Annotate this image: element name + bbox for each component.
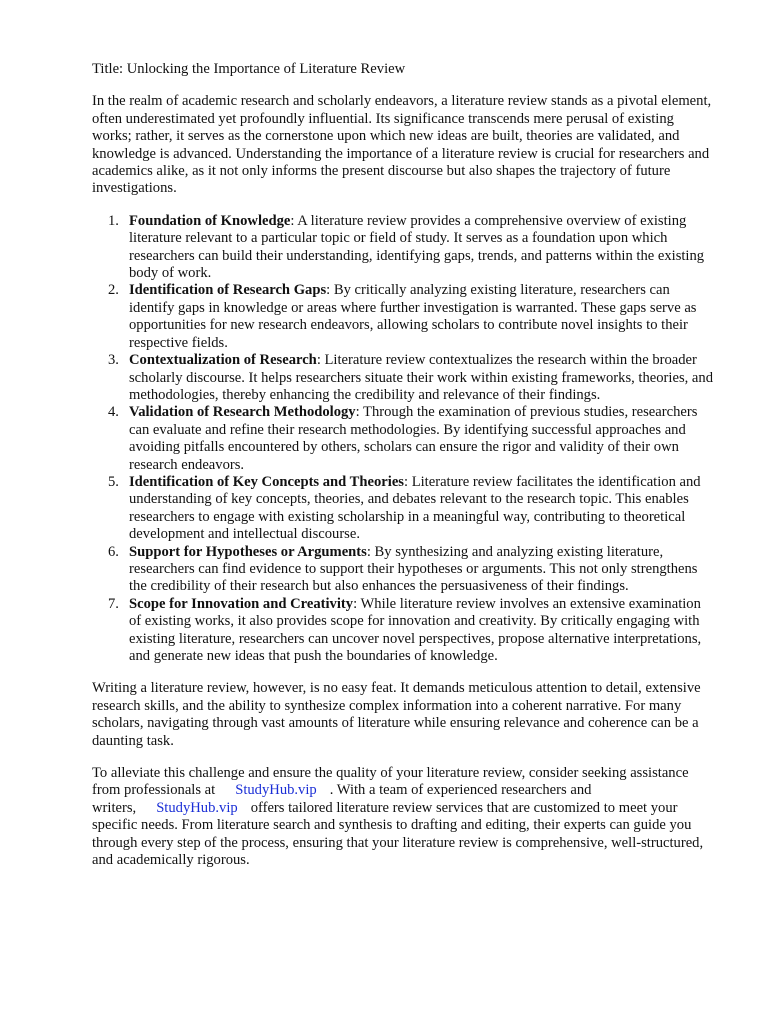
- list-item-text: : Literature review contextualizes the research within the broader scholarly discourse. It helps researchers situate their work within existing frameworks, theories, and methodologies, thereby enhancing the credibility and relevance of their findings.: [129, 352, 713, 403]
- list-item-number: 5.: [108, 473, 119, 490]
- intro-paragraph: In the realm of academic research and scholarly endeavors, a literature review stands as a pivotal element, often underestimated yet profoundly influential. Its significance transcends mere perusal of existing works; rather, it serves as the cornerstone upon which new ideas are built, theories are validated, and knowledge is advanced. Understanding the importance of a literature review is crucial for researchers and academics alike, as it not only informs the present discourse but also shapes the trajectory of future investigations.: [92, 93, 712, 197]
- studyhub-link[interactable]: StudyHub.vip: [235, 782, 317, 799]
- studyhub-link-2[interactable]: StudyHub.vip: [156, 799, 238, 816]
- list-item-text: : Literature review facilitates the identification and understanding of key concepts, theories, and debates relevant to the research topic. This enables researchers to engage with existing scholarship in a meaningful way, contributing to theoretical development and intellectual discourse.: [129, 473, 701, 543]
- challenge-paragraph: Writing a literature review, however, is no easy feat. It demands meticulous attention to detail, extensive research skills, and the ability to synthesize complex information into a coherent narrative. For many scholars, navigating through vast amounts of literature while ensuring relevance and coherence can be a daunting task.: [92, 680, 701, 749]
- closing-text-2: . With a team of experienced researchers and writers,: [92, 782, 592, 816]
- list-item-text: : A literature review provides a comprehensive overview of existing literature relevant to a particular topic or field of study. It serves as a foundation upon which researchers can build their understanding, identifying gaps, trends, and patterns within the existing body of work.: [129, 212, 705, 282]
- list-item-term: Identification of Key Concepts and Theories: [129, 473, 404, 490]
- list-item-number: 2.: [108, 282, 119, 299]
- list-item-term: Scope for Innovation and Creativity: [129, 595, 354, 612]
- list-item-term: Support for Hypotheses or Arguments: [129, 543, 367, 560]
- list-item-term: Foundation of Knowledge: [129, 212, 291, 229]
- list-item-text: : While literature review involves an extensive examination of existing works, it also provides scope for innovation and creativity. By critically engaging with existing literature, researchers can uncover novel perspectives, propose alternative interpretations, and generate new ideas that push the boundaries of knowledge.: [129, 595, 702, 664]
- document-page: [92, 61, 716, 884]
- list-item-term: Contextualization of Research: [129, 352, 317, 369]
- list-item: [92, 404, 716, 474]
- list-item-number: 4.: [108, 404, 119, 421]
- list-item: [92, 544, 716, 596]
- list-item: [92, 474, 716, 544]
- importance-list: [92, 213, 716, 666]
- list-item: [92, 596, 716, 666]
- list-item-number: 7.: [108, 595, 119, 612]
- list-item: [92, 213, 716, 283]
- closing-text-3: offers tailored literature review services that are customized to meet your specific needs. From literature search and synthesis to drafting and editing, their experts can guide you through every step of the process, ensuring that your literature review is comprehensive, well-structured, and academically rigorous.: [92, 799, 704, 869]
- list-item-text: : By critically analyzing existing literature, researchers can identify gaps in knowledge or areas where further investigation is warranted. These gaps serve as opportunities for new research endeavors, allowing scholars to contribute novel insights to their respective fields.: [129, 282, 697, 351]
- list-item-number: 1.: [108, 212, 119, 229]
- list-item: [92, 352, 716, 404]
- list-item-term: Validation of Research Methodology: [129, 404, 356, 421]
- list-item-text: : By synthesizing and analyzing existing literature, researchers can find evidence to support their hypotheses or arguments. This not only strengthens the credibility of their research but also enhances the persuasiveness of their findings.: [129, 543, 698, 595]
- list-item-term: Identification of Research Gaps: [129, 282, 327, 299]
- document-title: Title: Unlocking the Importance of Literature Review: [92, 61, 406, 77]
- list-item: [92, 282, 716, 352]
- closing-text-1: To alleviate this challenge and ensure the quality of your literature review, consider seeking assistance from professionals at: [92, 765, 689, 799]
- list-item-number: 3.: [108, 352, 119, 369]
- closing-paragraph: [92, 765, 716, 869]
- list-item-text: : Through the examination of previous studies, researchers can evaluate and refine their research methodologies. By identifying successful approaches and avoiding pitfalls encountered by others, scholars can ensure the rigor and validity of their own research endeavors.: [129, 404, 698, 473]
- list-item-number: 6.: [108, 543, 119, 560]
